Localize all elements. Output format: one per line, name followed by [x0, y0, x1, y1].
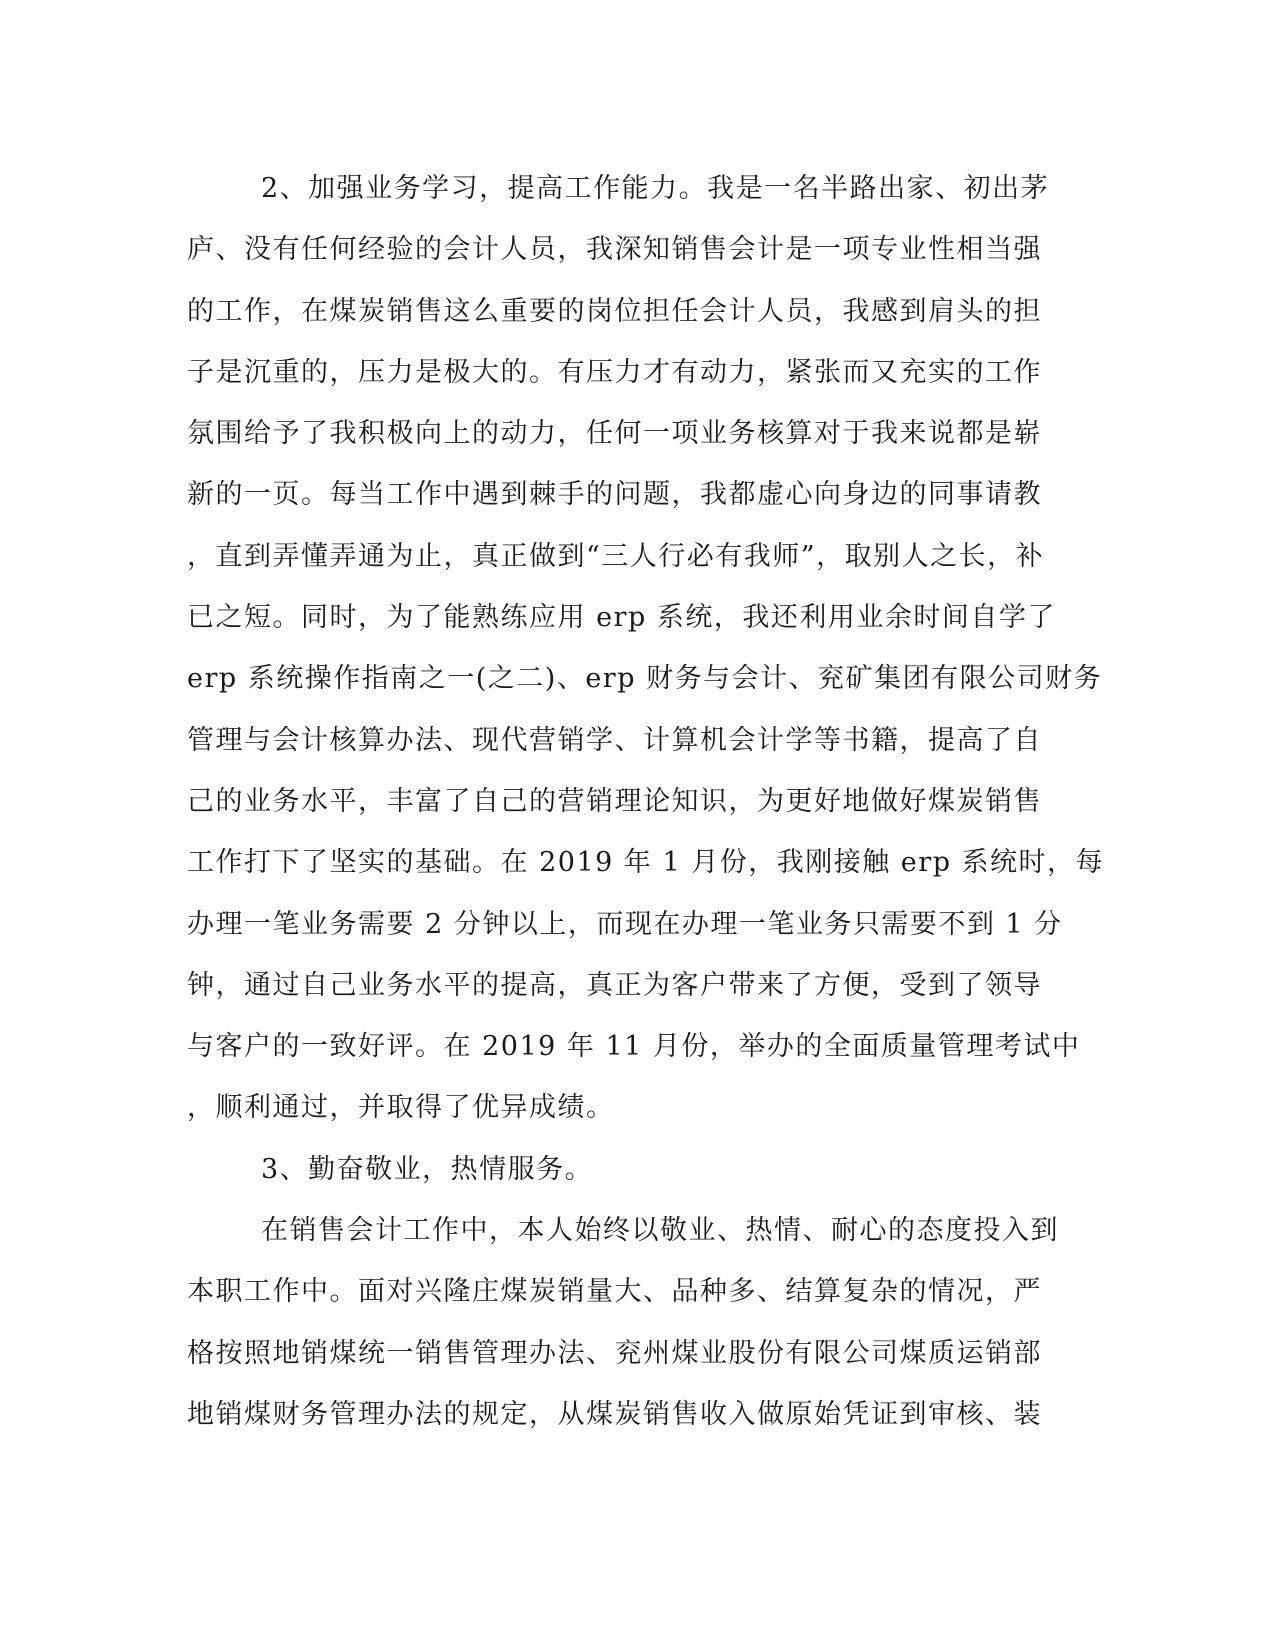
text-line: ，直到弄懂弄通为止，真正做到“三人行必有我师”，取别人之长，补: [187, 540, 1045, 572]
text-line: 在销售会计工作中，本人始终以敬业、热情、耐心的态度投入到: [261, 1215, 1059, 1247]
text-line: ，顺利通过，并取得了优异成绩。: [187, 1092, 615, 1124]
text-line: erp 系统操作指南之一(之二)、erp 财务与会计、兖矿集团有限公司财务: [187, 663, 1103, 695]
text-line: 工作打下了坚实的基础。在 2019 年 1 月份，我刚接触 erp 系统时，每: [187, 847, 1105, 879]
text-line: 与客户的一致好评。在 2019 年 11 月份，举办的全面质量管理考试中: [187, 1031, 1081, 1063]
text-line: 钟，通过自己业务水平的提高，真正为客户带来了方便，受到了领导: [187, 969, 1042, 1001]
text-line: 本职工作中。面对兴隆庄煤炭销量大、品种多、结算复杂的情况，严: [187, 1276, 1042, 1308]
text-line: 己的业务水平，丰富了自己的营销理论知识，为更好地做好煤炭销售: [187, 785, 1042, 817]
body-text: [187, 158, 1105, 1445]
text-line: 氛围给予了我积极向上的动力，任何一项业务核算对于我来说都是崭: [187, 418, 1042, 450]
text-line: 办理一笔业务需要 2 分钟以上，而现在办理一笔业务只需要不到 1 分: [187, 908, 1063, 940]
text-line: 新的一页。每当工作中遇到棘手的问题，我都虚心向身边的同事请教: [187, 479, 1042, 511]
text-line: 的工作，在煤炭销售这么重要的岗位担任会计人员，我感到肩头的担: [187, 295, 1042, 327]
text-line: 子是沉重的，压力是极大的。有压力才有动力，紧张而又充实的工作: [187, 356, 1042, 388]
text-line: 庐、没有任何经验的会计人员，我深知销售会计是一项专业性相当强: [187, 234, 1042, 266]
text-line: 地销煤财务管理办法的规定，从煤炭销售收入做原始凭证到审核、装: [187, 1398, 1042, 1430]
text-line: 2、加强业务学习，提高工作能力。我是一名半路出家、初出茅: [261, 173, 1050, 204]
text-line: 已之短。同时，为了能熟练应用 erp 系统，我还利用业余时间自学了: [187, 602, 1056, 634]
section-heading: 3、勤奋敬业，热情服务。: [261, 1153, 594, 1185]
text-line: 格按照地销煤统一销售管理办法、兖州煤业股份有限公司煤质运销部: [187, 1337, 1042, 1369]
text-line: 管理与会计核算办法、现代营销学、计算机会计学等书籍，提高了自: [187, 724, 1042, 756]
